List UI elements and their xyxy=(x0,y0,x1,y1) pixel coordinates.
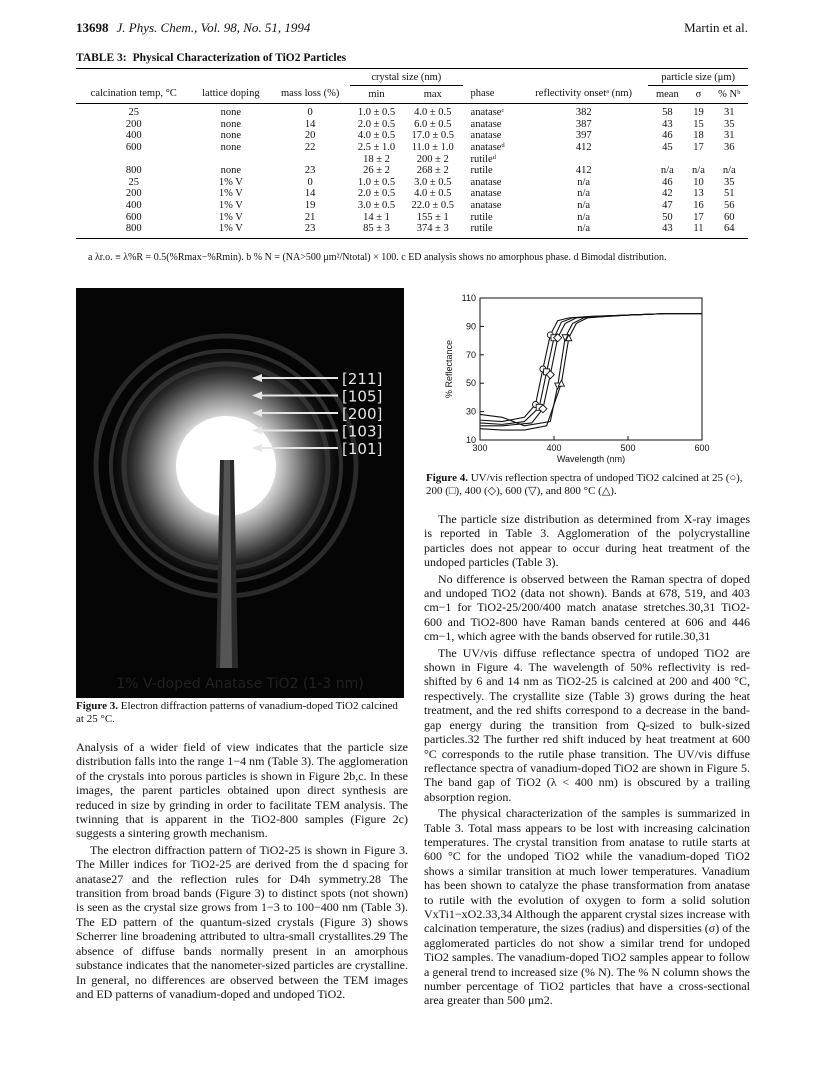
table-cell: 268 ± 2 xyxy=(416,165,449,177)
table-cell: 4.0 ± 0.5 xyxy=(357,130,396,142)
body-paragraph: The particle size distribution as determined from X-ray images is reported in Table 3. Agglomeration of the polycrystalline particles does not appear to occur during heat treatment of the undoped particles (Table 3). xyxy=(424,512,750,570)
figure4-caption-label: Figure 4. xyxy=(426,472,468,484)
table-cell xyxy=(686,154,710,166)
table-cell: anatase xyxy=(470,176,502,188)
column-header: mean xyxy=(648,85,686,104)
body-paragraph: No difference is observed between the Raman spectra of doped and undoped TiO2 (data not shown). Bands at 678, 519, and 403 cm−1 for TiO2-25/200/400 match anatase stretches.30,31 TiO2-600 and TiO2-800 have Raman bands centered at 606 and 446 cm−1, which agree with the bands observed for rutile.30,31 xyxy=(424,571,750,644)
table-cell: 17 xyxy=(693,141,704,153)
ring-label: [101] xyxy=(342,440,383,458)
table-cell: 412 xyxy=(575,165,592,177)
table-cell: 387 xyxy=(575,118,592,130)
column-header: calcination temp, °C xyxy=(76,85,191,104)
table-body xyxy=(76,104,748,239)
x-tick-label: 400 xyxy=(546,443,562,453)
table-cell: rutile xyxy=(463,223,520,238)
page-number: 13698 xyxy=(76,20,109,35)
table-caption: Physical Characterization of TiO2 Particles xyxy=(132,52,347,64)
table-row xyxy=(76,130,748,142)
table-cell: 200 xyxy=(125,118,142,130)
table-cell: n/a xyxy=(722,165,736,177)
table-row xyxy=(76,223,748,238)
table-cell: anatase xyxy=(470,188,502,200)
table-cell: 43 xyxy=(648,223,686,238)
table-cell: 13 xyxy=(693,188,704,200)
body-paragraph: Analysis of a wider field of view indicates that the particle size distribution falls into the range 1−4 nm (Table 3). The agglomeration of the crystals into porous particles is shown in Figure 2b,c. In these images, the parent particles obtained upon direct synthesis are reduced in size by grinding in order to facilitate TEM analysis. The twinning that is apparent in the TiO2-800 samples (Figure 2c) suggests a sintering growth mechanism. xyxy=(76,740,408,841)
table-cell: 3.0 ± 0.5 xyxy=(357,199,396,211)
table-cell: 50 xyxy=(662,211,673,223)
figure3-caption xyxy=(76,700,406,726)
table-cell: 58 xyxy=(662,107,673,119)
table-cell: 46 xyxy=(662,130,673,142)
table-row xyxy=(76,177,748,189)
table-cell: 397 xyxy=(575,130,592,142)
x-tick-label: 300 xyxy=(472,443,488,453)
table-cell: 800 xyxy=(76,223,191,238)
table-cell: anatase xyxy=(470,199,502,211)
table-cell: 600 xyxy=(125,141,142,153)
x-axis-label: Wavelength (nm) xyxy=(556,454,626,464)
table-cell: 4.0 ± 0.5 xyxy=(414,107,452,119)
header-authors: Martin et al. xyxy=(684,20,748,35)
figure4-caption xyxy=(426,472,748,498)
table-row xyxy=(76,104,748,119)
column-header: % Nᵇ xyxy=(710,85,748,104)
table-cell: 47 xyxy=(662,199,673,211)
figure3-inset-label: 1% V-doped Anatase TiO2 (1-3 nm) xyxy=(116,676,364,692)
table-cell: rutile xyxy=(470,165,493,177)
series-line xyxy=(480,314,702,425)
table-cell: 42 xyxy=(662,188,673,200)
body-paragraph: The physical characterization of the samples is summarized in Table 3. Total mass appears to be lost with increasing calcination temperatures. The crystal transition from anatase to rutile starts at 600 °C for the undoped TiO2 while the vanadium-doped TiO2 shows a similar transition at much lower temperatures. Vanadium has been shown to catalyze the phase transformation from anatase to rutile with the evolution of oxygen to form a solid solution VxTi1−xO2.33,34 Although the apparent crystal sizes increase with calcination temperature, the sizes (radius) and dispersities (σ) of the agglomerated particles do not show a similar trend for undoped TiO2 samples. The vanadium-doped TiO2 samples appear to follow a general trend to increased size (% N). The % N column shows the number percentage of TiO2 particles that have a cross-sectional area greater than 500 μm2. xyxy=(424,806,750,1008)
table-cell: 382 xyxy=(575,107,592,119)
diffraction-image xyxy=(76,288,404,698)
table-group-header xyxy=(76,69,748,86)
ring-label: [211] xyxy=(342,370,383,388)
header-left xyxy=(76,20,310,36)
table-footnote: a λr.o. ≡ λ%R = 0.5(%Rmax−%Rmin). b % N = (NA>500 μm²/Ntotal) × 100. c ED analysis shows no amorphous phase. d Bimodal distribution. xyxy=(88,252,667,263)
table-row xyxy=(76,154,748,166)
journal-citation: J. Phys. Chem., Vol. 98, No. 51, 1994 xyxy=(116,20,311,35)
table-cell: 1% V xyxy=(191,223,270,238)
x-tick-label: 500 xyxy=(620,443,636,453)
column-header: lattice doping xyxy=(191,85,270,104)
body-right-column xyxy=(424,512,750,1010)
table-cell: 19 xyxy=(693,107,704,119)
figure3-caption-label: Figure 3. xyxy=(76,700,118,712)
table-cell: anataseᵈ xyxy=(470,141,505,153)
table-cell: 374 ± 3 xyxy=(403,223,463,238)
table-cell: n/a xyxy=(577,188,591,200)
y-axis-label: % Reflectance xyxy=(444,339,454,399)
table-cell: none xyxy=(220,165,242,177)
table-cell: 25 xyxy=(128,107,139,119)
column-header: mass loss (%) xyxy=(270,85,350,104)
table-cell: 21 xyxy=(304,211,316,223)
table-cell: 600 xyxy=(125,211,142,223)
table-cell: 412 xyxy=(575,141,592,153)
table-cell: n/a xyxy=(692,165,705,177)
column-header: reflectivity onsetᵃ (nm) xyxy=(519,85,648,104)
table-cell: 17 xyxy=(693,211,704,223)
table-cell xyxy=(648,154,686,166)
table-cell: 14 xyxy=(304,118,316,130)
table-cell: n/a xyxy=(660,165,674,177)
table-cell: 10 xyxy=(693,176,704,188)
table-cell: 64 xyxy=(710,223,748,238)
table-cell: 18 ± 2 xyxy=(363,153,390,165)
table-cell: 31 xyxy=(723,130,735,142)
series-line xyxy=(480,314,702,422)
table-cell: 1% V xyxy=(218,199,243,211)
table-cell: n/a xyxy=(577,199,591,211)
table-cell: 14 xyxy=(304,188,316,200)
ring-label: [200] xyxy=(342,405,383,423)
table-cell: 1.0 ± 0.5 xyxy=(357,176,396,188)
table-cell: n/a xyxy=(577,176,591,188)
table-cell: 0 xyxy=(307,176,313,188)
table-cell: 2.0 ± 0.5 xyxy=(357,118,396,130)
body-left-column xyxy=(76,740,408,1003)
body-paragraph: The UV/vis diffuse reflectance spectra of undoped TiO2 are shown in Figure 4. The wavelength of 50% reflectivity is red-shifted by 6 and 14 nm as TiO2-25 is calcined at 200 and 400 °C, respectively. The crystallite size (Table 3) grows during the heat treatment, and the red shifts correspond to a decrease in the band-gap energy during the transition from Q-sized to bulk-sized particles.32 The further red shift induced by heat treatment at 600 °C corresponds to the rutile phase transition. The UV/vis diffuse reflectance spectra of vanadium-doped TiO2 are shown in Figure 5. The band gap of TiO2 (λ < 400 nm) is obscured by a trailing absorption region. xyxy=(424,645,750,804)
series-line xyxy=(480,314,702,426)
table-cell: 36 xyxy=(723,141,735,153)
table-cell: 1% V xyxy=(218,188,243,200)
table-cell xyxy=(710,154,748,166)
table-cell: n/a xyxy=(577,211,591,223)
table-cell: 2.0 ± 0.5 xyxy=(357,188,396,200)
y-tick-label: 110 xyxy=(461,293,476,303)
table-row xyxy=(76,212,748,224)
table-cell: 400 xyxy=(125,130,142,142)
y-tick-label: 90 xyxy=(465,321,476,332)
table-cell xyxy=(76,154,191,166)
diffraction-pattern xyxy=(76,288,404,698)
table-cell: n/a xyxy=(519,223,648,238)
series-line xyxy=(480,314,702,426)
table-cell: 6.0 ± 0.5 xyxy=(414,118,452,130)
table-cell: none xyxy=(220,118,242,130)
table-cell: 15 xyxy=(693,118,704,130)
table-cell: 11 xyxy=(686,223,710,238)
table-cell: 43 xyxy=(662,118,673,130)
table-cell: 19 xyxy=(304,199,316,211)
table-cell: 800 xyxy=(125,165,142,177)
table-cell: anatase xyxy=(470,118,502,130)
table-title xyxy=(76,52,346,64)
y-tick-label: 30 xyxy=(465,406,476,417)
table-cell: 3.0 ± 0.5 xyxy=(414,176,452,188)
series-line xyxy=(480,314,702,430)
running-header xyxy=(76,20,748,38)
group-crystal-size: crystal size (nm) xyxy=(350,69,462,86)
table-cell: 11.0 ± 1.0 xyxy=(411,141,454,153)
table-cell: 22 xyxy=(304,141,316,153)
table-cell: rutile xyxy=(470,211,493,223)
table-cell: 25 xyxy=(128,176,139,188)
group-particle-size: particle size (μm) xyxy=(648,69,748,86)
table-cell: 60 xyxy=(723,211,735,223)
table-cell: 20 xyxy=(304,130,316,142)
body-paragraph: The electron diffraction pattern of TiO2-25 is shown in Figure 3. The Miller indices for TiO2-25 are derived from the d spacing for anatase27 and the reflection rules for D4h symmetry.28 The transition from broad bands (Figure 3) to distinct spots (not shown) is seen as the crystal size grows from 1−3 to 100−400 nm (Table 3). The ED pattern of the quantum-sized crystals (Figure 3) shows Scherrer line broadening attributed to ultra-small crystallites.29 The absence of diffuse bands normally present in an amorphous substance indicates that the nanometer-sized particles are crystalline. In general, no differences are observed between the TEM images and ED patterns of vanadium-doped and undoped TiO2. xyxy=(76,842,408,1001)
table-cell: 51 xyxy=(723,188,735,200)
table-cell: 23 xyxy=(270,223,350,238)
table-cell: none xyxy=(220,107,242,119)
table-column-headers xyxy=(76,85,748,104)
y-tick-label: 70 xyxy=(465,349,476,360)
table-cell: 85 ± 3 xyxy=(350,223,403,238)
ring-label: [103] xyxy=(342,422,383,441)
table-cell xyxy=(519,154,648,166)
column-header: σ xyxy=(686,85,710,104)
table-row xyxy=(76,165,748,177)
data-table xyxy=(76,68,748,239)
figure3-caption-text: Electron diffraction patterns of vanadium-doped TiO2 calcined at 25 °C. xyxy=(76,700,398,725)
x-tick-label: 600 xyxy=(694,443,710,453)
table-cell: anataseᶜ xyxy=(470,107,505,119)
table-cell: rutileᵈ xyxy=(470,153,496,165)
ring-label: [105] xyxy=(342,387,383,406)
table-cell: 400 xyxy=(125,199,142,211)
table-cell: 14 ± 1 xyxy=(363,211,390,223)
table-cell xyxy=(270,154,350,166)
table-cell: 31 xyxy=(723,107,735,119)
table-row xyxy=(76,188,748,200)
table-cell: 26 ± 2 xyxy=(363,165,390,177)
table-cell: 45 xyxy=(662,141,673,153)
table-cell: 17.0 ± 0.5 xyxy=(411,130,454,142)
table-cell: 18 xyxy=(693,130,704,142)
column-header: max xyxy=(403,85,463,104)
table-cell: 200 xyxy=(125,188,142,200)
table-cell: 1% V xyxy=(218,211,243,223)
table-cell: 22.0 ± 0.5 xyxy=(411,199,454,211)
table-cell: 155 ± 1 xyxy=(416,211,449,223)
table-cell: 46 xyxy=(662,176,673,188)
table-cell: 16 xyxy=(693,199,704,211)
table-cell: 0 xyxy=(307,107,313,119)
reflectance-chart xyxy=(440,288,740,473)
table-cell: none xyxy=(220,130,242,142)
table-row xyxy=(76,142,748,154)
column-header: phase xyxy=(463,85,520,104)
table-cell: 4.0 ± 0.5 xyxy=(414,188,452,200)
table-cell: 35 xyxy=(723,176,735,188)
table-cell: 35 xyxy=(723,118,735,130)
table-row xyxy=(76,200,748,212)
table-cell: 2.5 ± 1.0 xyxy=(357,141,396,153)
table-label: TABLE 3: xyxy=(76,52,127,64)
table-cell: 56 xyxy=(723,199,735,211)
table-cell: 23 xyxy=(304,165,316,177)
plot-frame xyxy=(480,298,702,440)
table-cell: 200 ± 2 xyxy=(416,153,449,165)
table-cell: anatase xyxy=(470,130,502,142)
table-cell: none xyxy=(220,141,242,153)
table-cell: 1.0 ± 0.5 xyxy=(357,107,396,119)
figure4-caption-text: UV/vis reflection spectra of undoped TiO2 calcined at 25 (○), 200 (□), 400 (◇), 600 (▽), and 800 °C (△). xyxy=(426,472,743,497)
table-cell xyxy=(191,154,270,166)
column-header: min xyxy=(350,85,403,104)
y-tick-label: 50 xyxy=(465,378,476,389)
table-cell: 1% V xyxy=(218,176,243,188)
table-row xyxy=(76,119,748,131)
y-tick-label: 10 xyxy=(465,435,476,445)
